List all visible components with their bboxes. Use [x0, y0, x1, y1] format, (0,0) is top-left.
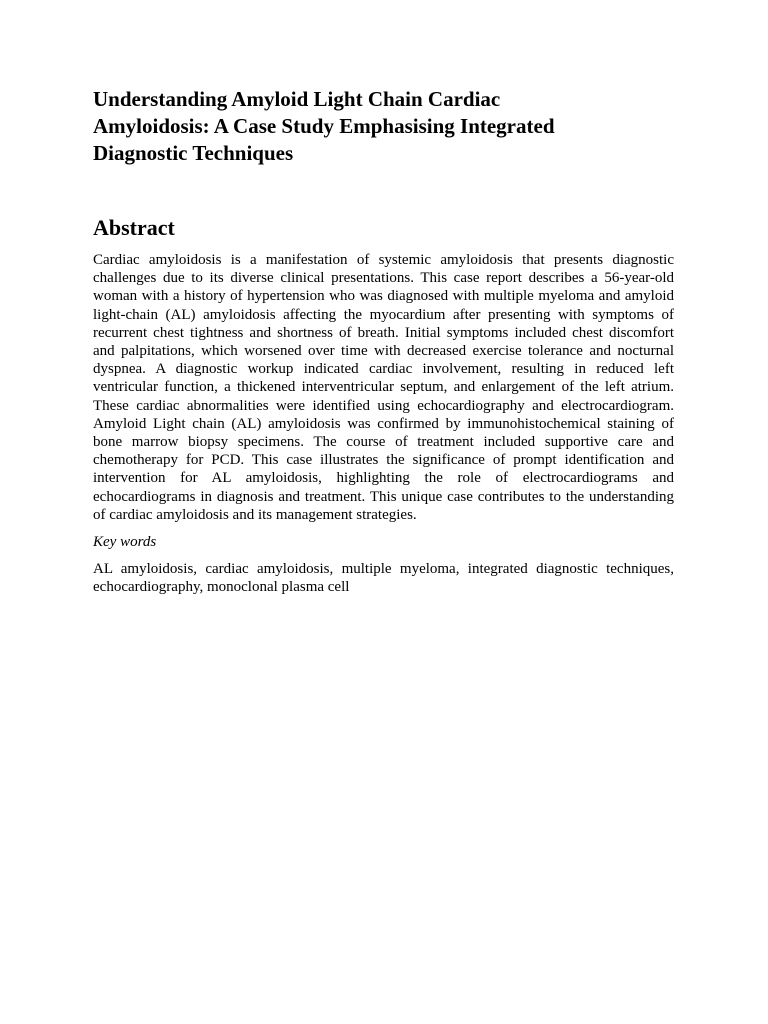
paper-title-line-3: Diagnostic Techniques [93, 141, 294, 165]
paper-title-line-1: Understanding Amyloid Light Chain Cardiac [93, 87, 501, 111]
keywords-body: AL amyloidosis, cardiac amyloidosis, multiple myeloma, integrated diagnostic techniques, echocardiography, monoclonal plasma cell [93, 561, 674, 596]
abstract-body: Cardiac amyloidosis is a manifestation of systemic amyloidosis that presents diagnostic challenges due to its diverse clinical presentations. This case report describes a 56-year-old woman with a history of hypertension who was diagnosed with multiple myeloma and amyloid light-chain (AL) amyloidosis affecting the myocardium after presenting with symptoms of recurrent chest tightness and shortness of breath. Initial symptoms included chest discomfort and palpitations, which worsened over time with decreased exercise tolerance and nocturnal dyspnea. A diagnostic workup indicated cardiac involvement, resulting in reduced left ventricular function, a thickened interventricular septum, and enlargement of the left atrium. These cardiac abnormalities were identified using echocardiography and electrocardiogram. Amyloid Light chain (AL) amyloidosis was confirmed by immunohistochemical staining of bone marrow biopsy specimens. The course of treatment included supportive care and chemotherapy for PCD. This case illustrates the significance of prompt identification and intervention for AL amyloidosis, highlighting the role of electrocardiograms and echocardiograms in diagnosis and treatment. This unique case contributes to the understanding of cardiac amyloidosis and its management strategies. [93, 252, 674, 523]
document-page [93, 86, 674, 596]
abstract-heading: Abstract [93, 215, 175, 240]
paper-title-line-2: Amyloidosis: A Case Study Emphasising Integrated [93, 114, 555, 138]
keywords-label: Key words [93, 534, 157, 551]
paper-title [93, 86, 674, 167]
